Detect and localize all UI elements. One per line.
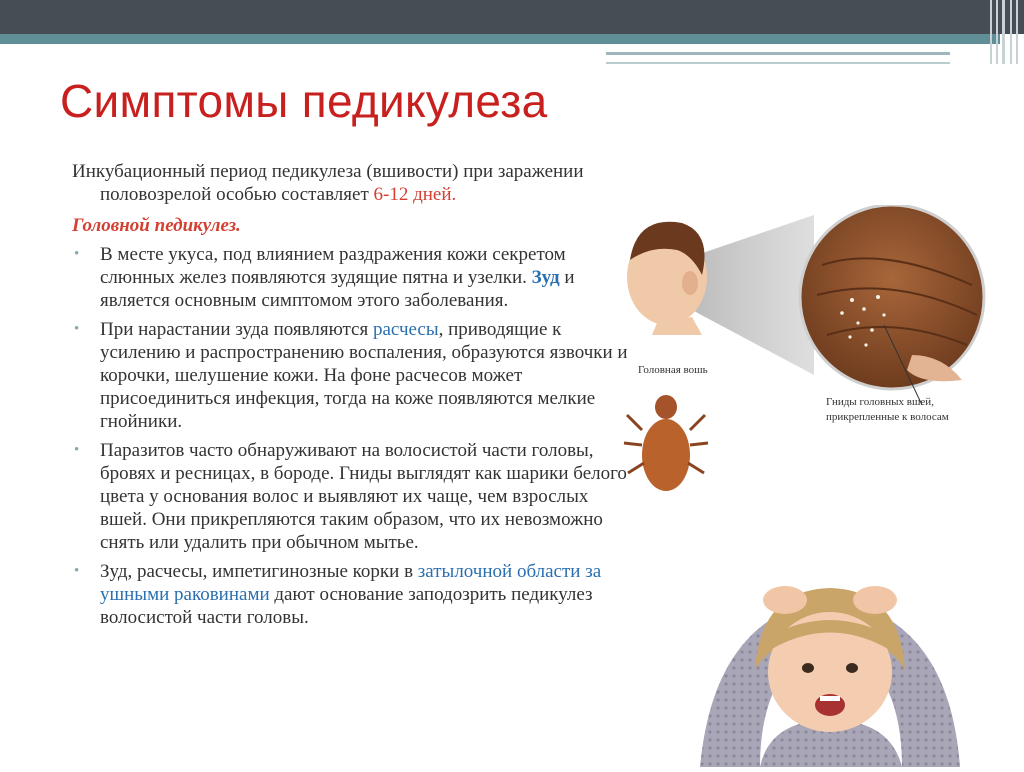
symptom-text: дают основание заподозрить педикулез волосистой части головы.: [100, 584, 593, 628]
symptom-item: [72, 439, 632, 554]
louse-icon: [624, 395, 708, 491]
lice-illustration-graphic: [622, 205, 1024, 500]
symptom-text: Зуд, расчесы, импетигинозные корки в: [100, 561, 418, 582]
girl-scratching-graphic: [690, 560, 970, 767]
bullet-icon: •: [74, 563, 80, 579]
nits-label-line1: Гниды головных вшей,: [826, 396, 934, 408]
symptom-text: и является основным симптомом этого заболевания.: [100, 267, 575, 311]
symptom-highlight: затылочной области за ушными раковинами: [100, 561, 602, 605]
header-accent-line: [606, 52, 950, 55]
header-accent-line: [606, 62, 950, 64]
girl-scratching-illustration: [690, 560, 970, 767]
symptom-item: [72, 318, 632, 433]
header-stripes: [986, 0, 1024, 64]
nits-label-line2: прикрепленные к волосам: [826, 411, 949, 423]
slide-body: [72, 160, 632, 635]
boy-ear-icon: [682, 271, 698, 295]
symptom-highlight: расчесы: [372, 319, 439, 340]
intro-text: Инкубационный период педикулеза (вшивости) при заражении половозрелой особью составляет: [72, 161, 584, 205]
bullet-icon: •: [74, 442, 80, 458]
intro-paragraph: [72, 160, 632, 206]
symptom-item: [72, 560, 632, 629]
symptom-text: В месте укуса, под влиянием раздражения кожи секретом слюнных желез появляются зудящие пятна и узелки.: [100, 244, 566, 288]
incubation-period-highlight: 6-12 дней.: [373, 184, 457, 205]
left-hand-icon: [763, 586, 807, 614]
lice-illustration: [622, 205, 1024, 500]
symptom-list: [72, 243, 632, 629]
symptom-text: При нарастании зуда появляются: [100, 319, 373, 340]
right-hand-icon: [853, 586, 897, 614]
header-band-teal: [0, 34, 1000, 44]
bullet-icon: •: [74, 246, 80, 262]
symptom-text: , приводящие к усилению и распространению воспаления, образуются язвочки и корочки, шелушение кожи. На фоне расчесов может присоединиться инфекция, тогда на коже появляются мелкие гнойники.: [100, 319, 628, 432]
slide-title: Симптомы педикулеза: [60, 75, 548, 127]
symptom-text: Паразитов часто обнаруживают на волосистой части головы, бровях и ресницах, в бороде. Гниды выглядят как шарики белого цвета у основания волос и выявляют их чаще, чем взрослых вшей. Они прикрепляются таким образом, что их невозможно снять или удалить при обычном мытье.: [100, 440, 627, 553]
symptom-highlight: Зуд: [531, 267, 560, 288]
louse-label: Головная вошь: [638, 364, 708, 376]
symptom-item: [72, 243, 632, 312]
scalp-magnified-icon: [800, 205, 984, 389]
subheading-head-lice: Головной педикулез.: [72, 215, 241, 236]
header-band-dark: [0, 0, 1024, 34]
bullet-icon: •: [74, 321, 80, 337]
